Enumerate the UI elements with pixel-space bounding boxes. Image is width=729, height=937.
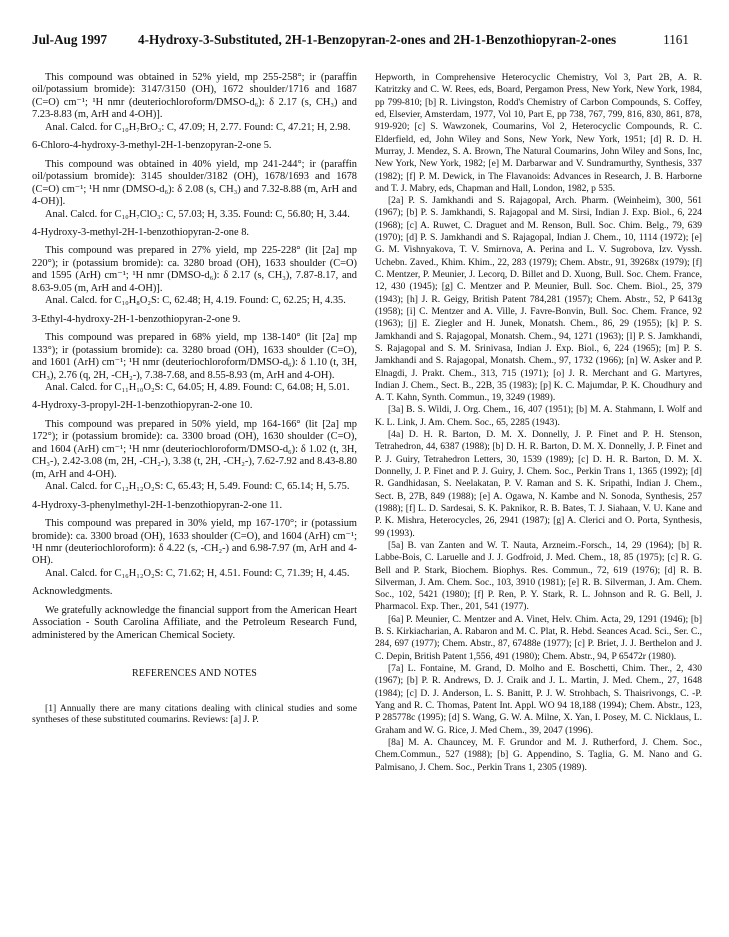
reference-entry: [6a] P. Meunier, C. Mentzer and A. Vinet, Helv. Chim. Acta, 29, 1291 (1946); [b] B. S. Kirkiacharian, A. Rabaron and M. C. Plat, R. Hebd. Seances Acad. Sci., Ser. C., 284, 697 (1977); Chem. Abstr., 87, 67488e (1977); [c] P. Briet, J. J. Berthelon and J. C. Depin, British Patent 1,556, 491 (1980); Chem. Abstr., 94, P 65472r (1980).: [375, 613, 702, 662]
reference-entry: [3a] B. S. Wildi, J. Org. Chem., 16, 407 (1951); [b] M. A. Stahmann, I. Wolf and K. L. Link, J. Am. Chem. Soc., 65, 2285 (1943).: [375, 404, 702, 428]
experimental-paragraph: This compound was obtained in 52% yield, mp 255-258°; ir (paraffin oil/potassium bromide): 3147/3150 (OH), 1672 shoulder/1716 and 1687 (C=O) cm⁻¹; ¹H nmr (deuteriochloroform/DMSO-d₆): δ 2.17 (s, CH₃) and 7.23-8.83 (m, ArH and 4-OH)].: [32, 72, 357, 121]
compound-heading: 3-Ethyl-4-hydroxy-2H-1-benzothiopyran-2-one 9.: [32, 313, 241, 325]
analysis-line: Anal. Calcd. for C₁₀H₈O₂S: C, 62.48; H, 4.19. Found: C, 62.25; H, 4.35.: [45, 295, 346, 307]
left-column: [32, 72, 357, 726]
acknowledgments-heading: Acknowledgments.: [32, 586, 113, 598]
compound-heading: 4-Hydroxy-3-propyl-2H-1-benzothiopyran-2-one 10.: [32, 400, 253, 412]
issue-date: Jul-Aug 1997: [32, 32, 108, 47]
analysis-line: Anal. Calcd. for C₁₀H₇BrO₃: C, 47.09; H, 2.77. Found: C, 47.21; H, 2.98.: [45, 121, 351, 133]
page-number: 1161: [663, 32, 689, 47]
page-header: [32, 30, 689, 50]
analysis-line: Anal. Calcd. for C₁₆H₁₂O₂S: C, 71.62; H, 4.51. Found: C, 71.39; H, 4.45.: [45, 567, 350, 579]
reference-entry: [7a] L. Fontaine, M. Grand, D. Molho and E. Boschetti, Chim. Ther., 2, 430 (1967); [b] P. R. Andrews, D. J. Craik and J. L. Martin, J. Med. Chem., 27, 1648 (1984); [c] D. J. Anderson, L. S. Banitt, P. J. W. Strohbach, S. Thaisrivongs, C. -P. Yang and R. C. Thomas, Patent Int. Appl. WO 94 18,188 (1994); Chem. Abstr., 123, P 285778c (1995); [d] S. Wang, G. W. A. Milne, X. Yan, I. Posey, M. C. Nicklaus, L. Graham and W. G. Rice, J. Med Chem., 39, 2047 (1996).: [375, 663, 702, 736]
analysis-line: Anal. Calcd. for C₁₂H₁₂O₂S: C, 65.43; H, 5.49. Found: C, 65.14; H, 5.75.: [45, 481, 350, 493]
experimental-paragraph: This compound was obtained in 40% yield, mp 241-244°; ir (paraffin oil/potassium bromide): 3145 shoulder/3182 (OH), 1678/1693 and 1678 (C=O) cm⁻¹; ¹H nmr (DMSO-d₆): δ 2.08 (s, CH₃) and 7.32-8.88 (m, ArH and 4-OH)].: [32, 158, 357, 208]
reference-entry: [2a] P. S. Jamkhandi and S. Rajagopal, Arch. Pharm. (Weinheim), 300, 561 (1967); [b] P. S. Jamkhandi, S. Rajagopal and M. Sirsi, Indian J. Exp. Biol., 6, 224 (1968); [c] A. Ruwet, C. Draguet and M. Renson, Bull. Soc. Chim. Belg., 79, 639 (1970); [d] P. S. Jamkhandi and S. Rajagopal, Indian J. Chem., 10, 1114 (1972); [e] G. M. Vishnyakova, T. V. Smirnova, A. Perina and L. V. Sugrobova, Izv. Vyssh. Uchebn. Zaved., Khim. Khim., 22, 283 (1979); Chem. Abstr., 91, 39268x (1979); [f] C. Mentzer, P. Meunier, J. Lecorq, D. Billet and D. Xuong, Bull. Soc. Chem. France, 12, 430 (1945); [g] C. Mentzer and P. Meunier, Bull. Soc. Chem. Biol., 25, 379 (1943); [h] J. R. Geigy, British Patent 784,281 (1957); Chem. Abstr., 52, P 6413g (1958); [i] C. Mentzer and A. Ville, J. Favre-Bonvin, Bull. Soc. Chem. France, 92 (1963); [j] E. Ziegler and H. Junek, Monatsh. Chem., 86, 29 (1955); [k] P. S. Jamkhandi and S. Rajagopal, Monatsh. Chem., 94, 1271 (1963); [l] P. S. Jamkhandi, S. Rajagopal and S. M. Srinivasa, Indian J. Exp. Biol., 6, 224 (1965); [m] P. S. Jamkhandi and S. Rajagopal, Monatsh. Chem., 97, 1732 (1966); [n] W. Asker and P. Elnagdi, J. Prakt. Chem., 313, 715 (1971); [o] J. R. Merchant and G. Martyres, Indian J. Chem., Sect. B., 22B, 35 (1983); [p] K. C. Majumdar, P. K. Choudhury and A. T. Kahn, Synth. Commun., 19, 3249 (1989).: [375, 195, 702, 404]
experimental-paragraph: This compound was prepared in 68% yield, mp 138-140° (lit [2a] mp 133°); ir (potassium bromide): ca. 3280 broad (OH), 1633 shoulder (C=O), and 1601 (ArH) cm⁻¹; ¹H nmr (deuteriochloroform/DMSO-d₆): δ 1.10 (t, 3H, CH₃), 2.76 (q, 2H, -CH₂-), 7.38-7.68, and 8.55-8.93 (m, ArH and 4-OH).: [32, 332, 357, 381]
reference-continuation: Hepworth, in Comprehensive Heterocyclic Chemistry, Vol 3, Part 2B, A. R. Katritzky and C. W. Rees, eds, Board, Pergamon Press, New York, New York, 1984, pp 799-810; [b] R. Livingston, Rodd's Chemistry of Carbon Compounds, S. Coffey, ed, Elsevier, Amsterdam, 1977, Vol 10, Part E, pp 738, 767, 799, 816, 830, 861, 878, 919-920; [c] S. Wawzonek, Coumarins, Vol 2, Heterocyclic Compounds, R. C. Elderfield, ed, John Wiley and Sons, New York, New York, 1951; [d] R. D. H. Murray, J. Mendez, S. A. Brown, The Natural Coumarins, John Wiley and Sons, Inc, New York, New York, 1982; [e] M. Darbarwar and V. Sundramurthy, Synthesis, 337 (1982); [f] P. M. Dewick, in The Flavanoids: Advances in Research, J. B. Harborne and T. J. Mabry, eds, Chapman and Hall, London, 1982, p 535.: [375, 72, 702, 194]
reference-entry: [4a] D. H. R. Barton, D. M. X. Donnelly, J. P. Finet and P. H. Stenson, Tetrahedron, 44, 6387 (1988); [b] D. H. R. Barton, D. M. X. Donnelly, J. P. Finet and P. J. Guiry, Tetrahedron Letters, 30, 1539 (1989); [c] D. H. R. Barton, D. M. X. Donnelly, J. P. Finet and P. J. Guiry, J. Chem. Soc., Perkin Trans 1, 1365 (1992); [d] R. Gandhidasan, S. Neelakatan, P. V. Raman and S. K. Sripathi, Indian J. Chem., Sect. B, 27B, 849 (1988); [e] A. Ogawa, N. Kambe and N. Sonoda, Synthesis, 257 (1988); [f] L. D. Sardesai, S. K. Paknikor, R. B. Bates, T. J. Siahaan, V. U. Kane and P. K. Mishra, Heterocycles, 26, 2941 (1987); [g] A. Clerici and O. Porta, Synthesis, 99 (1993).: [375, 429, 702, 539]
references-heading: REFERENCES AND NOTES: [131, 668, 258, 680]
reference-entry: [8a] M. A. Chauncey, M. F. Grundor and M. J. Rutherford, J. Chem. Soc., Chem.Commun., 527 (1988); [b] G. Appendino, S. Taglia, G. M. Nano and G. Palmisano, J. Chem. Soc., Perkin Trans 1, 2305 (1989).: [375, 736, 702, 773]
compound-heading: 6-Chloro-4-hydroxy-3-methyl-2H-1-benzopyran-2-one 5.: [32, 140, 272, 152]
analysis-line: Anal. Calcd. for C₁₁H₁₀O₂S: C, 64.05; H, 4.89. Found: C, 64.08; H, 5.01.: [45, 381, 350, 393]
reference-note: [1] Annually there are many citations dealing with clinical studies and some syntheses of these substituted coumarins. Reviews: [a] J. P.: [32, 702, 357, 726]
reference-entry: [5a] B. van Zanten and W. T. Nauta, Arzneim.-Forsch., 14, 29 (1964); [b] R. Labbe-Bois, C. Laruelle and J. J. Godfroid, J. Med. Chem., 18, 85 (1975); [c] R. G. Bell and P. Stark, Biochem. Biophys. Res. Commun., 72, 619 (1976); [d] R. B. Silverman, J. Am. Chem. Soc., 103, 3910 (1981); [e] R. B. Silverman, J. Am. Chem. Soc., 102, 5421 (1980); [f] P. Ren, P. Y. Stark, R. L. Johnson and R. G. Bell, J. Pharmacol. Exp. Ther., 201, 541 (1977).: [375, 539, 702, 613]
experimental-paragraph: This compound was prepared in 30% yield, mp 167-170°; ir (potassium bromide): ca. 3300 broad (OH), 1633 shoulder (C=O), and 1604 (ArH) cm⁻¹; ¹H nmr (deuteriochloroform): δ 4.22 (s, -CH₂-) and 6.98-7.97 (m, ArH and 4-OH).: [32, 518, 357, 567]
right-column: [375, 72, 702, 774]
compound-heading: 4-Hydroxy-3-phenylmethyl-2H-1-benzothiopyran-2-one 11.: [32, 499, 283, 511]
analysis-line: Anal. Calcd. for C₁₀H₇ClO₃: C, 57.03; H, 3.35. Found: C, 56.80; H, 3.44.: [45, 208, 350, 220]
acknowledgments-text: We gratefully acknowledge the financial support from the American Heart Association - South Carolina Affiliate, and the Petroleum Research Fund, administered by the American Chemical Society.: [32, 604, 357, 641]
running-title: 4-Hydroxy-3-Substituted, 2H-1-Benzopyran-2-ones and 2H-1-Benzothiopyran-2-ones: [138, 32, 617, 47]
experimental-paragraph: This compound was prepared in 27% yield, mp 225-228° (lit [2a] mp 220°); ir (potassium bromide): ca. 3280 broad (OH), 1633 shoulder (C=O) and 1595 (ArH) cm⁻¹; ¹H nmr (DMSO-d₆): δ 2.17 (s, CH₃), 7.87-8.17, and 8.63-9.05 (m, ArH and 4-OH)].: [32, 245, 357, 294]
compound-heading: 4-Hydroxy-3-methyl-2H-1-benzothiopyran-2-one 8.: [32, 226, 249, 238]
experimental-paragraph: This compound was prepared in 50% yield, mp 164-166° (lit [2a] mp 172°); ir (potassium bromide): ca. 3300 broad (OH), 1630 shoulder (C=O), and 1604 (ArH) cm⁻¹; ¹H nmr (deuteriochloroform/DMSO-d₆): δ 1.02 (t, 3H, CH₃-), 2.42-3.08 (m, 2H, -CH₂-), 3.38 (t, 2H, -CH₂-), 7.62-7.92 and 8.43-8.80 (m, ArH and 4-OH).: [32, 418, 357, 480]
